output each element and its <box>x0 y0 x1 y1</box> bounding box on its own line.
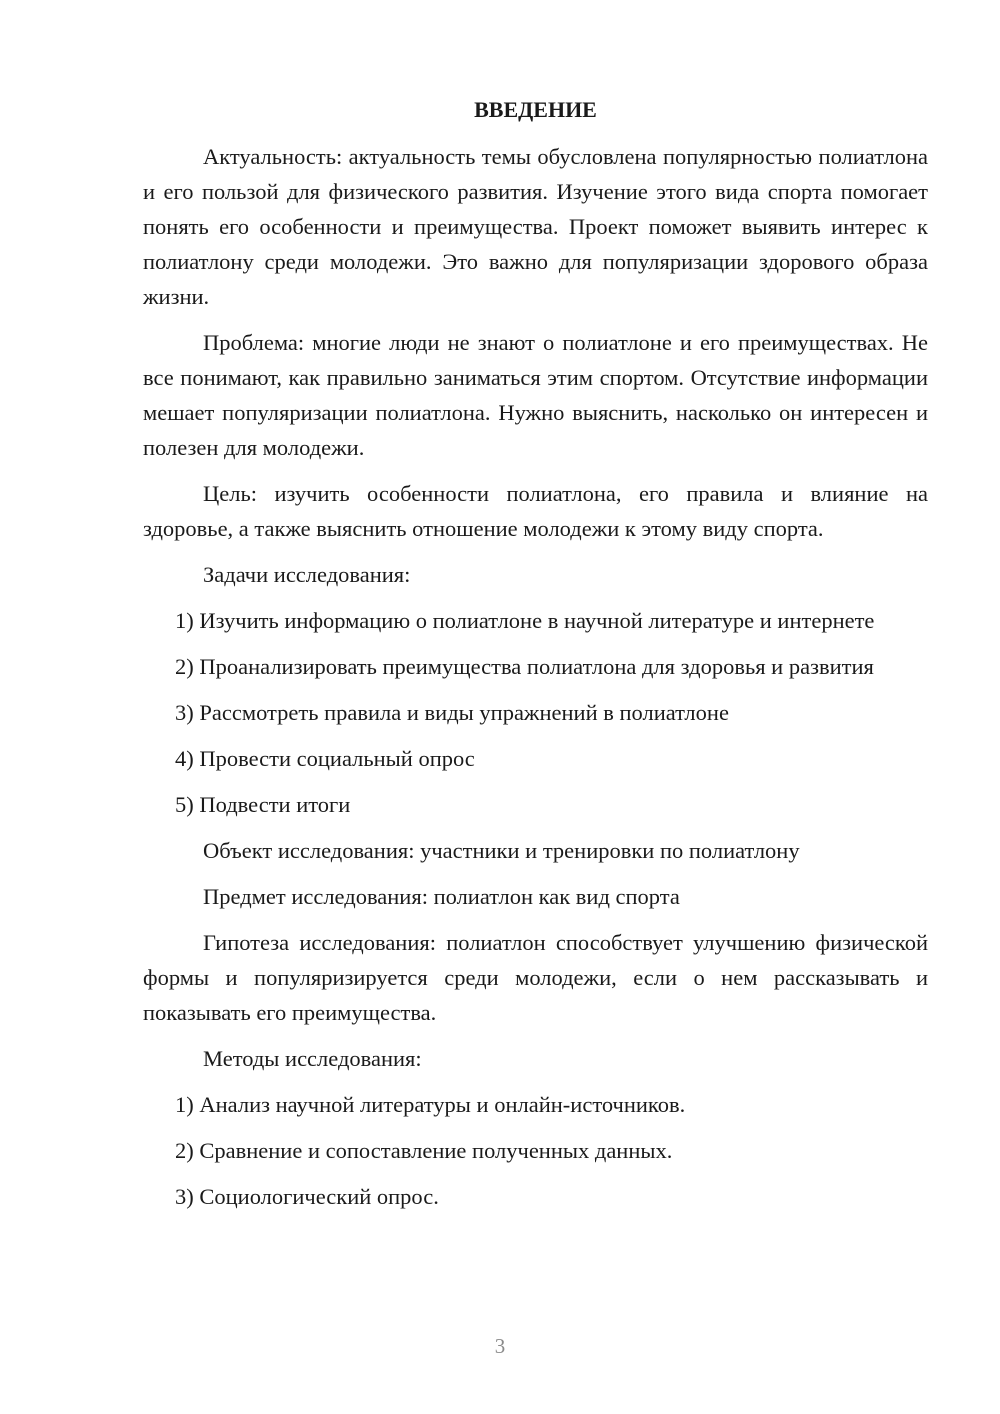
task-item: 4) Провести социальный опрос <box>175 746 475 771</box>
problem-paragraph: Проблема: многие люди не знают о полиатлоне и его преимуществах. Не все понимают, как правильно заниматься этим спортом. Отсутствие информации мешает популяризации полиатлона. Нужно выяснить, насколько он интересен и полезен для молодежи. <box>143 330 928 460</box>
object-paragraph: Объект исследования: участники и тренировки по полиатлону <box>203 838 800 863</box>
page-content <box>143 92 928 1225</box>
section-title: ВВЕДЕНИЕ <box>474 97 597 122</box>
method-item: 2) Сравнение и сопоставление полученных данных. <box>175 1138 673 1163</box>
method-item: 1) Анализ научной литературы и онлайн-источников. <box>175 1092 686 1117</box>
task-item: 2) Проанализировать преимущества полиатлона для здоровья и развития <box>175 654 874 679</box>
hypothesis-paragraph: Гипотеза исследования: полиатлон способствует улучшению физической формы и популяризируется среди молодежи, если о нем рассказывать и показывать его преимущества. <box>143 930 928 1025</box>
methods-heading: Методы исследования: <box>203 1046 422 1071</box>
goal-paragraph: Цель: изучить особенности полиатлона, его правила и влияние на здоровье, а также выяснить отношение молодежи к этому виду спорта. <box>143 481 928 541</box>
page-number: 3 <box>494 1334 506 1358</box>
subject-paragraph: Предмет исследования: полиатлон как вид спорта <box>203 884 680 909</box>
method-item: 3) Социологический опрос. <box>175 1184 439 1209</box>
tasks-heading: Задачи исследования: <box>203 562 411 587</box>
task-item: 3) Рассмотреть правила и виды упражнений в полиатлоне <box>175 700 729 725</box>
relevance-paragraph: Актуальность: актуальность темы обусловлена популярностью полиатлона и его пользой для физического развития. Изучение этого вида спорта помогает понять его особенности и преимущества. Проект поможет выявить интерес к полиатлону среди молодежи. Это важно для популяризации здорового образа жизни. <box>143 144 928 309</box>
task-item: 1) Изучить информацию о полиатлоне в научной литературе и интернете <box>175 608 875 633</box>
task-item: 5) Подвести итоги <box>175 792 351 817</box>
